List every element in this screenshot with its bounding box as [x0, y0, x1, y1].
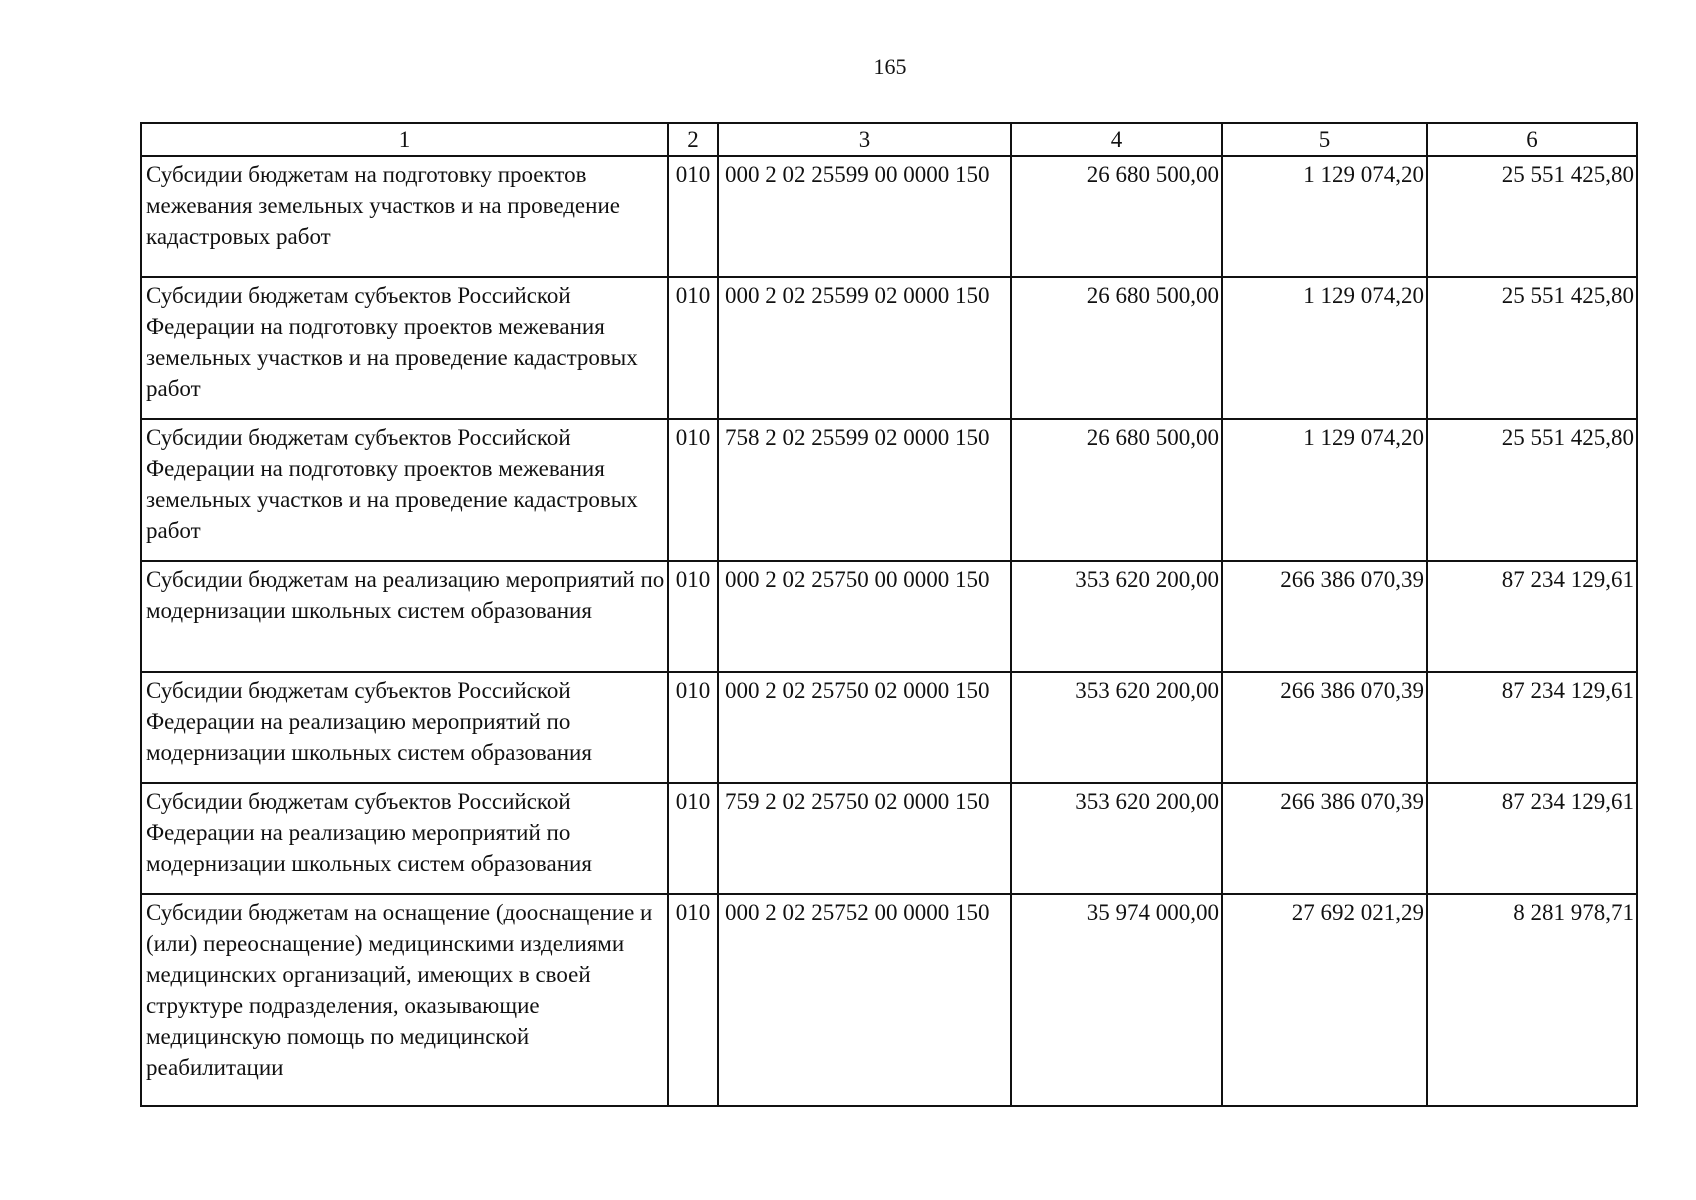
- row-name: Субсидии бюджетам на реализацию мероприятий по модернизации школьных систем образования: [141, 561, 668, 672]
- row-value-4: 35 974 000,00: [1011, 894, 1222, 1106]
- row-code-2: 010: [668, 561, 718, 672]
- row-code-3: 000 2 02 25752 00 0000 150: [718, 894, 1011, 1106]
- row-value-6: 87 234 129,61: [1427, 561, 1637, 672]
- row-code-2: 010: [668, 894, 718, 1106]
- table-row: [141, 783, 1637, 894]
- column-header-2: 2: [668, 123, 718, 156]
- row-name: Субсидии бюджетам субъектов Российской Федерации на подготовку проектов межевания земельных участков и на проведение кадастровых работ: [141, 277, 668, 419]
- row-value-5: 266 386 070,39: [1222, 561, 1427, 672]
- page-number: 165: [873, 54, 907, 79]
- row-value-5: 27 692 021,29: [1222, 894, 1427, 1106]
- row-name: Субсидии бюджетам субъектов Российской Федерации на реализацию мероприятий по модернизации школьных систем образования: [141, 672, 668, 783]
- column-header-1: 1: [141, 123, 668, 156]
- row-value-5: 1 129 074,20: [1222, 156, 1427, 277]
- row-code-2: 010: [668, 156, 718, 277]
- row-name: Субсидии бюджетам субъектов Российской Федерации на реализацию мероприятий по модернизации школьных систем образования: [141, 783, 668, 894]
- column-header-6: 6: [1427, 123, 1637, 156]
- table-row: [141, 156, 1637, 277]
- row-value-4: 353 620 200,00: [1011, 783, 1222, 894]
- row-value-6: 87 234 129,61: [1427, 672, 1637, 783]
- row-value-5: 1 129 074,20: [1222, 277, 1427, 419]
- column-header-3: 3: [718, 123, 1011, 156]
- row-code-2: 010: [668, 672, 718, 783]
- row-value-4: 26 680 500,00: [1011, 277, 1222, 419]
- row-value-6: 87 234 129,61: [1427, 783, 1637, 894]
- row-code-2: 010: [668, 783, 718, 894]
- table-row: [141, 672, 1637, 783]
- row-code-3: 759 2 02 25750 02 0000 150: [718, 783, 1011, 894]
- row-name: Субсидии бюджетам субъектов Российской Федерации на подготовку проектов межевания земельных участков и на проведение кадастровых работ: [141, 419, 668, 561]
- row-code-3: 000 2 02 25599 02 0000 150: [718, 277, 1011, 419]
- row-value-4: 353 620 200,00: [1011, 561, 1222, 672]
- table-row: [141, 894, 1637, 1106]
- row-value-5: 266 386 070,39: [1222, 672, 1427, 783]
- table-row: [141, 419, 1637, 561]
- row-value-5: 1 129 074,20: [1222, 419, 1427, 561]
- row-value-4: 353 620 200,00: [1011, 672, 1222, 783]
- row-value-6: 25 551 425,80: [1427, 277, 1637, 419]
- row-value-6: 8 281 978,71: [1427, 894, 1637, 1106]
- row-code-3: 000 2 02 25750 00 0000 150: [718, 561, 1011, 672]
- row-code-2: 010: [668, 419, 718, 561]
- row-name: Субсидии бюджетам на подготовку проектов межевания земельных участков и на проведение кадастровых работ: [141, 156, 668, 277]
- table-header-row: [141, 123, 1637, 156]
- table-row: [141, 561, 1637, 672]
- row-code-3: 000 2 02 25750 02 0000 150: [718, 672, 1011, 783]
- row-value-4: 26 680 500,00: [1011, 419, 1222, 561]
- row-value-6: 25 551 425,80: [1427, 156, 1637, 277]
- row-code-3: 758 2 02 25599 02 0000 150: [718, 419, 1011, 561]
- column-header-4: 4: [1011, 123, 1222, 156]
- row-code-3: 000 2 02 25599 00 0000 150: [718, 156, 1011, 277]
- budget-table: [140, 122, 1638, 1107]
- row-name: Субсидии бюджетам на оснащение (дооснащение и (или) переоснащение) медицинскими изделиями медицинских организаций, имеющих в своей структуре подразделения, оказывающие медицинскую помощь по медицинской реабилитации: [141, 894, 668, 1106]
- column-header-5: 5: [1222, 123, 1427, 156]
- row-value-4: 26 680 500,00: [1011, 156, 1222, 277]
- row-code-2: 010: [668, 277, 718, 419]
- row-value-5: 266 386 070,39: [1222, 783, 1427, 894]
- table-row: [141, 277, 1637, 419]
- row-value-6: 25 551 425,80: [1427, 419, 1637, 561]
